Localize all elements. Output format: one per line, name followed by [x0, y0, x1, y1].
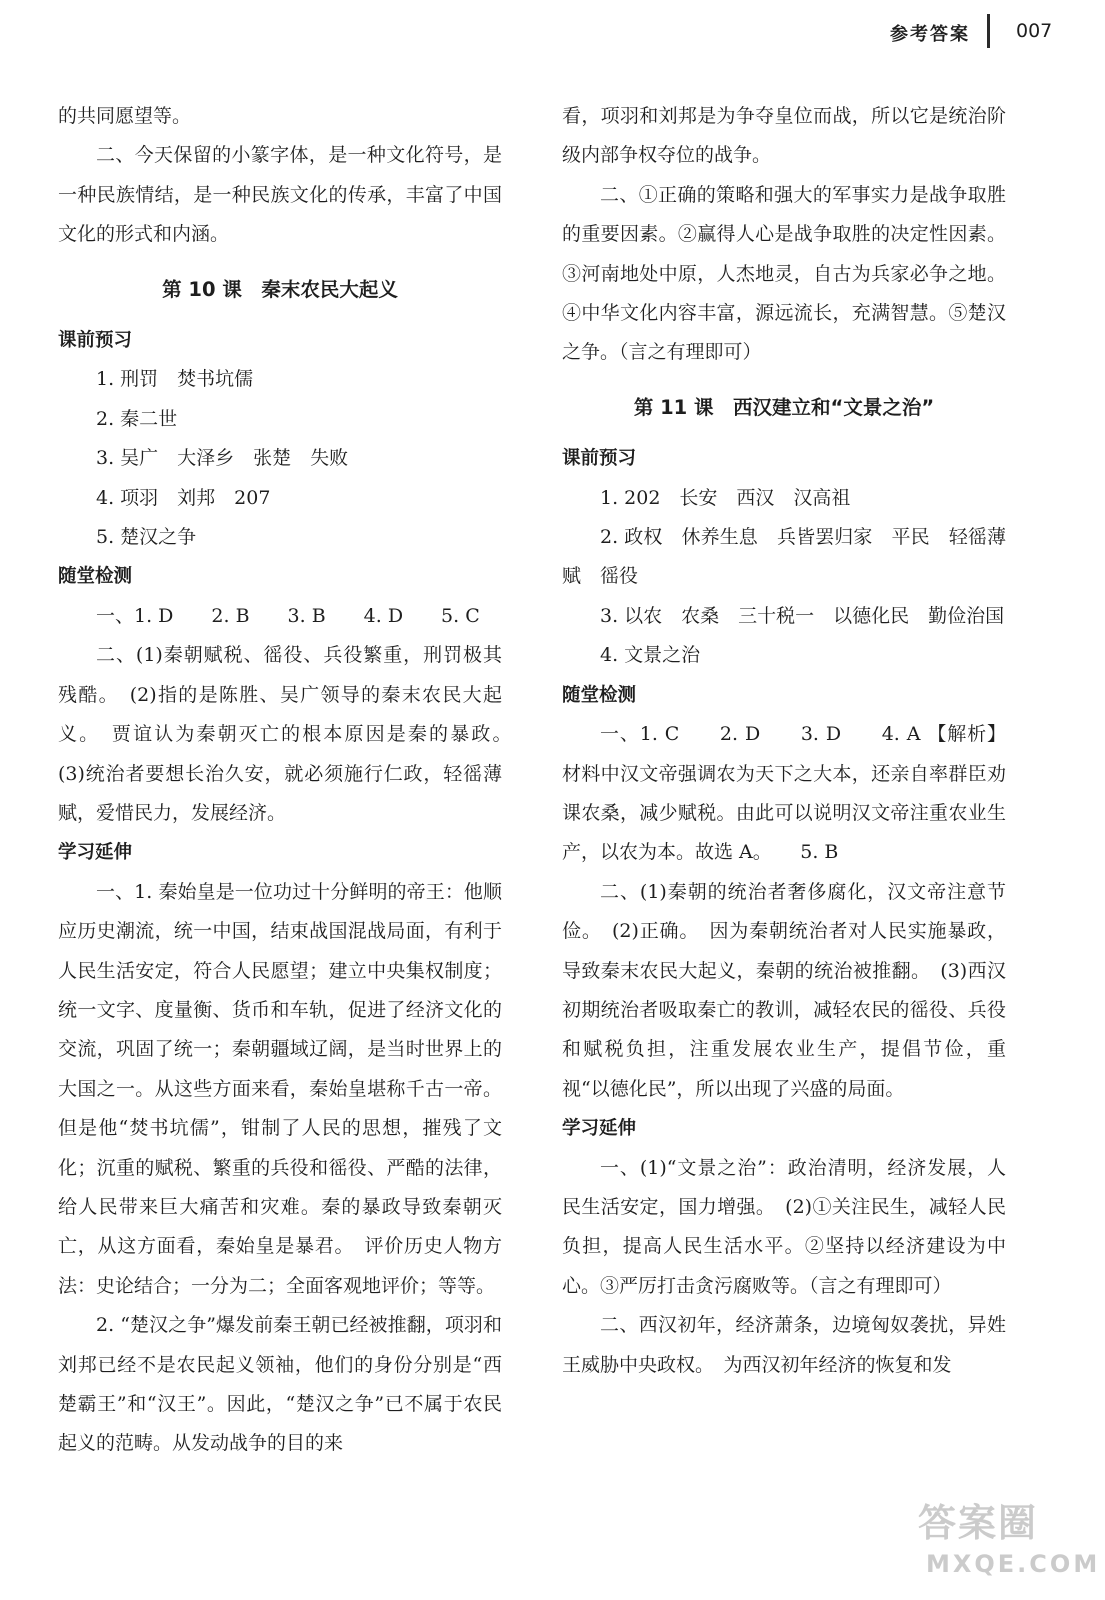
watermark — [912, 1488, 1101, 1592]
section-heading: 课前预习 — [562, 448, 637, 470]
paragraph: 一、1. 秦始皇是一位功过十分鲜明的帝王：他顺应历史潮流，统一中国，结束战国混战局面，有利于人民生活安定，符合人民愿望；建立中央集权制度；统一文字、度量衡、货币和车轨，促进了经济文化的交流，巩固了统一；秦朝疆域辽阔，是当时世界上的大国之一。从这些方面来看，秦始皇堪称千古一帝。但是他“焚书坑儒”，钳制了人民的思想，摧残了文化；沉重的赋税、繁重的兵役和徭役、严酷的法律，给人民带来巨大痛苦和灾难。秦的暴政导致秦朝灭亡，从这方面看，秦始皇是暴君。 评价历史人物方法：史论结合；一分为二；全面客观地评价；等等。 — [58, 880, 502, 1297]
paragraph: 一、1. C 2. D 3. D 4. A 【解析】材料中汉文帝强调农为天下之大本，还亲自率群臣劝课农桑，减少赋税。由此可以说明汉文帝注重农业生产，以农为本。故选 A。 5. B — [562, 723, 1006, 864]
list-item: 1. 202 长安 西汉 汉高祖 — [600, 486, 851, 509]
section-heading: 随堂检测 — [58, 566, 133, 588]
list-item: 3. 以农 农桑 三十税一 以德化民 勤俭治国 — [600, 604, 1005, 627]
paragraph: 2. “楚汉之争”爆发前秦王朝已经被推翻，项羽和刘邦已经不是农民起义领袖，他们的身份分别是“西楚霸王”和“汉王”。因此，“楚汉之争”已不属于农民起义的范畴。从发动战争的目的来 — [58, 1314, 502, 1455]
header-divider — [987, 14, 990, 48]
paragraph: 二、(1)秦朝赋税、徭役、兵役繁重，刑罚极其残酷。 (2)指的是陈胜、吴广领导的秦末农民大起义。 贾谊认为秦朝灭亡的根本原因是秦的暴政。 (3)统治者要想长治久安，就必须施行仁政，轻徭薄赋，爱惜民力，发展经济。 — [58, 644, 522, 824]
watermark-site: MXQE.COM — [926, 1550, 1101, 1578]
section-heading: 随堂检测 — [562, 684, 637, 706]
lesson-title: 第 11 课 西汉建立和“文景之治” — [633, 395, 935, 419]
page-header — [0, 0, 1105, 66]
page-number: 007 — [1016, 20, 1053, 42]
section-heading: 课前预习 — [58, 330, 133, 352]
lesson-title: 第 10 课 秦末农民大起义 — [162, 277, 398, 301]
list-item: 1. 刑罚 焚书坑儒 — [96, 368, 254, 391]
paragraph: 一、(1)“文景之治”：政治清明，经济发展，人民生活安定，国力增强。 (2)①关注民生，减轻人民负担，提高人民生活水平。②坚持以经济建设为中心。③严厉打击贪污腐败等。（言之有理即可） — [562, 1156, 1006, 1297]
section-heading: 学习延伸 — [58, 842, 133, 864]
watermark-logo: 答案圈 — [918, 1501, 1039, 1545]
list-item: 3. 吴广 大泽乡 张楚 失败 — [96, 447, 349, 470]
left-column — [58, 97, 522, 1464]
paragraph: 二、今天保留的小篆字体，是一种文化符号，是一种民族情结，是一种民族文化的传承，丰富了中国文化的形式和内涵。 — [58, 144, 502, 246]
list-item: 5. 楚汉之争 — [96, 526, 197, 549]
list-item: 4. 项羽 刘邦 207 — [96, 486, 271, 509]
list-item: 2. 秦二世 — [96, 407, 178, 430]
paragraph: 二、①正确的策略和强大的军事实力是战争取胜的重要因素。②赢得人心是战争取胜的决定性因素。③河南地处中原，人杰地灵，自古为兵家必争之地。④中华文化内容丰富，源远流长，充满智慧。⑤楚汉之争。（言之有理即可） — [562, 183, 1006, 364]
section-title: 参考答案 — [890, 24, 970, 45]
paragraph: 的共同愿望等。 — [58, 105, 192, 127]
answer-line: 一、1. D 2. B 3. B 4. D 5. C — [96, 604, 480, 627]
list-item: 4. 文景之治 — [600, 644, 701, 667]
paragraph: 二、西汉初年，经济萧条，边境匈奴袭扰，异姓王威胁中央政权。 为西汉初年经济的恢复和发 — [562, 1314, 1006, 1376]
paragraph: 看，项羽和刘邦是为争夺皇位而战，所以它是统治阶级内部争权夺位的战争。 — [562, 105, 1006, 167]
right-column — [562, 97, 1006, 1385]
section-heading: 学习延伸 — [562, 1118, 637, 1140]
paragraph: 二、(1)秦朝的统治者奢侈腐化，汉文帝注意节俭。 (2)正确。 因为秦朝统治者对人民实施暴政，导致秦末农民大起义，秦朝的统治被推翻。 (3)西汉初期统治者吸取秦亡的教训，减轻农民的徭役、兵役和赋税负担，注重发展农业生产，提倡节俭，重视“以德化民”，所以出现了兴盛的局面。 — [562, 880, 1006, 1100]
list-item: 2. 政权 休养生息 兵皆罢归家 平民 轻徭薄赋 徭役 — [562, 526, 1006, 588]
